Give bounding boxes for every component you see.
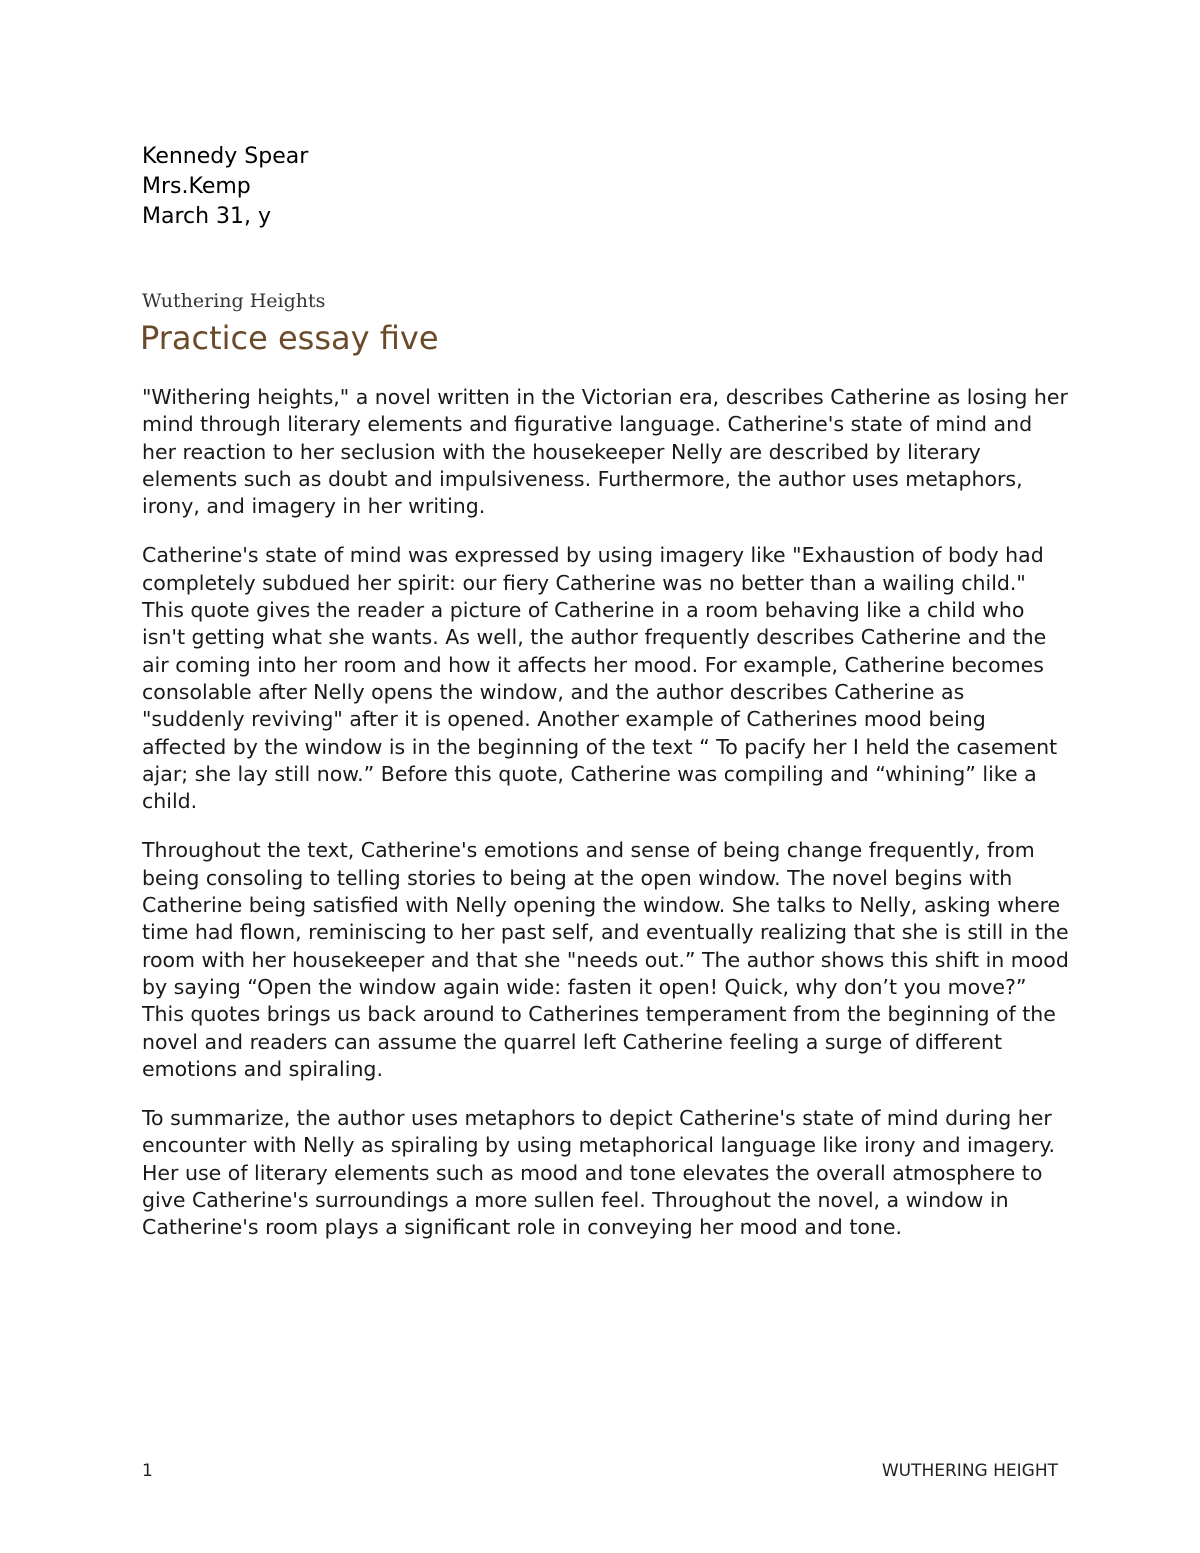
author-name: Kennedy Spear xyxy=(142,144,309,169)
heading-block xyxy=(142,142,308,232)
teacher-name: Mrs.Kemp xyxy=(142,174,251,199)
paragraph-body-2: Throughout the text, Catherine's emotions and sense of being change frequently, from being consoling to telling stories to being at the open window. The novel begins with Catherine being satisfied with Nelly opening the window. She talks to Nelly, asking where time had flown, reminiscing to her past self, and eventually realizing that she is still in the room with her housekeeper and that she "needs out.” The author shows this shift in mood by saying “Open the window again wide: fasten it open! Quick, why don’t you move?” This quotes brings us back around to Catherines temperament from the beginning of the novel and readers can assume the quarrel left Catherine feeling a surge of different emotions and spiraling. xyxy=(142,838,1069,1081)
essay-body xyxy=(142,384,1072,1264)
document-subtitle: Wuthering Heights xyxy=(142,290,326,312)
paragraph-body-1: Catherine's state of mind was expressed by using imagery like "Exhaustion of body had completely subdued her spirit: our fiery Catherine was no better than a wailing child." This quote gives the reader a picture of Catherine in a room behaving like a child who isn't getting what she wants. As well, the author frequently describes Catherine and the air coming into her room and how it affects her mood. For example, Catherine becomes consolable after Nelly opens the window, and the author describes Catherine as "suddenly reviving" after it is opened. Another example of Catherines mood being affected by the window is in the beginning of the text “ To pacify her I held the casement ajar; she lay still now.” Before this quote, Catherine was compiling and “whining” like a child. xyxy=(142,543,1058,814)
paragraph-conclusion: To summarize, the author uses metaphors to depict Catherine's state of mind during her encounter with Nelly as spiraling by using metaphorical language like irony and imagery. Her use of literary elements such as mood and tone elevates the overall atmosphere to give Catherine's surroundings a more sullen feel. Throughout the novel, a window in Catherine's room plays a significant role in conveying her mood and tone. xyxy=(142,1106,1056,1240)
document-title: Practice essay five xyxy=(140,319,439,357)
running-head: WUTHERING HEIGHT xyxy=(881,1461,1058,1481)
paragraph-intro: "Withering heights," a novel written in the Victorian era, describes Catherine as losing her mind through literary elements and figurative language. Catherine's state of mind and her reaction to her seclusion with the housekeeper Nelly are described by literary elements such as doubt and impulsiveness. Furthermore, the author uses metaphors, irony, and imagery in her writing. xyxy=(142,385,1068,519)
date-line: March 31, y xyxy=(142,204,272,229)
page-number: 1 xyxy=(142,1461,153,1481)
